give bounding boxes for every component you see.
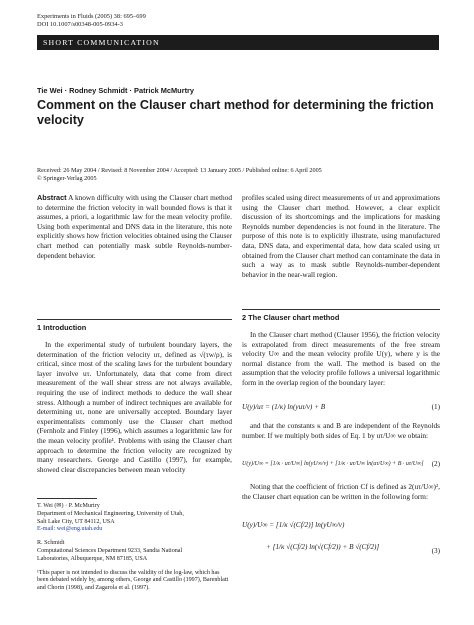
equation-3-line-1: U(y)/U∞ = [1/κ √(Cf/2)] ln(yU∞/ν) [242, 521, 345, 529]
clauser-paragraph-2 [242, 421, 440, 440]
abstract-label: Abstract [37, 193, 67, 202]
introduction-paragraph: In the experimental study of turbulent boundary layers, the determination of the friction velocity uτ, defined as √(τw/ρ), is critical, since most of the scaling laws for the turbulent boundary layer involve uτ. Unfortunately, data that come from direct measurement of the wall shear stress are not always available, requiring the use of indirect methods to deduce the wall shear stress. Although a number of indirect techniques are available for determining uτ, none are universally accepted. Boundary layer experimentalists commonly use the Clauser chart method (Fernholz and Finley (1996), which assumes a logarithmic law for the mean velocity profile¹. Problems with using the Clauser chart approach to determine the friction velocity are recognized by many researchers. George and Castillo (1997), for example, showed clear discrepancies between mean velocity [37, 340, 232, 474]
received-dates: Received: 26 May 2004 / Revised: 8 November 2004 / Accepted: 13 January 2005 / Published online: 6 April 2005 [37, 167, 322, 174]
author-2-affiliation: Computational Sciences Department 9233, Sandia National [37, 547, 183, 554]
author-2-address: Laboratories, Albuquerque, NM 87185, USA [37, 555, 148, 562]
clauser-paragraph-3 [242, 482, 440, 501]
introduction-text [37, 340, 232, 474]
section-rule [37, 319, 232, 320]
journal-citation: Experiments in Fluids (2005) 38: 695–699 [37, 13, 146, 20]
equation-1-body: U(y)/uτ = (1/κ) ln(yuτ/ν) + B [242, 403, 326, 411]
copyright-line: © Springer-Verlag 2005 [37, 175, 97, 182]
section-rule [242, 309, 440, 310]
abstract-continued: profiles scaled using direct measurements of uτ and approximations using the Clauser chart method. However, a clear explicit discussion of its shortcomings and the implications for masking Reynolds number dependencies is not found in the literature. The purpose of this note is to explicitly illustrate, using manufactured data, DNS data, and experimental data, how data scaled using uτ obtained from the Clauser chart method can contaminate the data in such a way as to mask subtle Reynolds-number-dependent behavior in the near-wall region. [242, 193, 440, 279]
author-affiliations [37, 503, 232, 593]
footnote-rule [37, 498, 97, 499]
abstract [37, 193, 232, 260]
author-list: Tie Wei · Rodney Schmidt · Patrick McMurtry [37, 86, 195, 95]
equation-1 [242, 402, 440, 412]
equation-1-number: (1) [431, 403, 440, 411]
author-1-address: Salt Lake City, UT 84112, USA [37, 518, 115, 525]
clauser-p1-text: In the Clauser chart method (Clauser 1956), the friction velocity is extrapolated from direct measurements of the free stream velocity U∞ and the mean velocity profile U(y), where y is the normal distance from the wall. The method is based on the assumption that the velocity profile follows a universal logarithmic form in the overlap region of the boundary layer: [242, 330, 440, 387]
equation-3 [242, 520, 440, 555]
author-email[interactable]: E-mail: wei@eng.utah.edu [37, 526, 103, 533]
equation-2-number: (2) [431, 460, 440, 468]
clauser-p3-text: Noting that the coefficient of friction Cf is defined as 2(uτ/U∞)², the Clauser chart equation can be written in the following form: [242, 482, 440, 501]
journal-header [37, 13, 146, 29]
clauser-paragraph-1 [242, 330, 440, 388]
publication-history [37, 167, 441, 183]
author-2-name: R. Schmidt [37, 540, 65, 547]
author-1-name: T. Wei (✉) · P. McMurtry [37, 503, 100, 509]
journal-doi: DOI 10.1007/s00348-005-0934-3 [37, 21, 123, 28]
clauser-p2-text: and that the constants κ and B are independent of the Reynolds number. If we multiply both sides of Eq. 1 by uτ/U∞ we obtain: [242, 421, 440, 440]
section-heading-introduction: 1 Introduction [37, 323, 87, 332]
section-heading-clauser: 2 The Clauser chart method [242, 313, 340, 322]
abstract-text: A known difficulty with using the Clauser chart method to determine the friction velocity in wall bounded flows is that it assumes, a priori, a logarithmic law for the mean velocity profile. Using both experimental and DNS data in the literature, this note explicitly shows how friction velocities obtained using the Clauser chart method can potentially mask subtle Reynolds-number-dependent behavior. [37, 193, 233, 260]
equation-3-number: (3) [431, 547, 440, 555]
equation-3-line-2: + [1/κ √(Cf/2) ln(√(Cf/2)) + B √(Cf/2)] [266, 543, 380, 551]
equation-2 [242, 459, 440, 469]
article-type-banner: SHORT COMMUNICATION [37, 35, 439, 50]
author-1-affiliation: Department of Mechanical Engineering, University of Utah, [37, 510, 184, 517]
paper-title: Comment on the Clauser chart method for determining the friction velocity [37, 98, 434, 127]
footnote-1: ¹This paper is not intended to discuss the validity of the log-law, which has been debated widely by, among others, George and Castillo (1997), Barenblatt and Chorin (1998), and Zagarola et al. (1997). [37, 569, 229, 592]
equation-2-body: U(y)/U∞ = [1/κ · uτ/U∞] ln(yU∞/ν) + [1/κ · uτ/U∞ ln(uτ/U∞) + B · uτ/U∞] [242, 461, 424, 467]
